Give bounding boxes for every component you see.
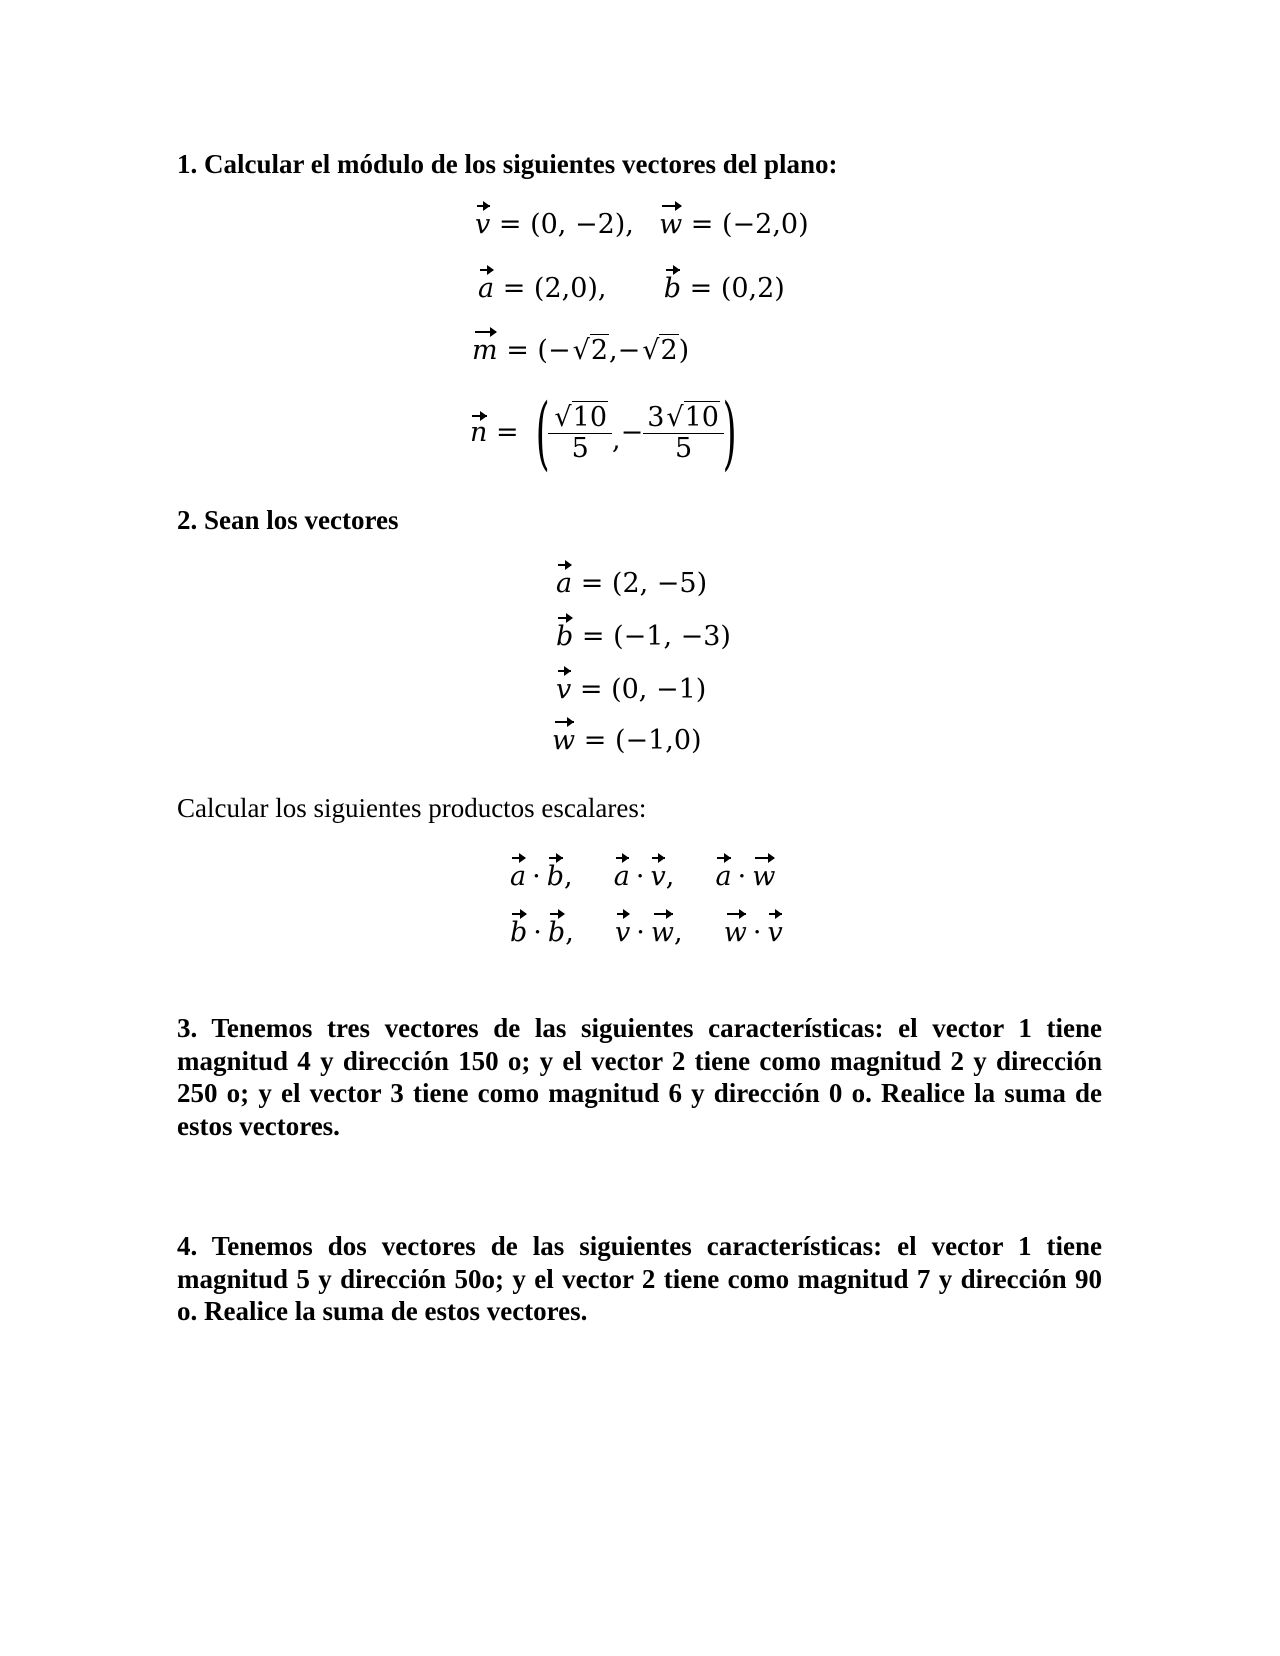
q1-line-m: m = (−√2,−√2) — [472, 335, 690, 366]
fraction-3sqrt10-over-5: $\frac{3√10}{5}$ — [643, 403, 724, 464]
q2-vector-w: w = (−1,0) — [552, 725, 702, 756]
question-1-heading: 1. Calcular el módulo de los siguientes vectores del plano: — [177, 149, 838, 179]
question-4-text: 4. Tenemos dos vectores de las siguientes características: el vector 1 tiene magnitud 5 y dirección 50o; y el vector 2 tiene como magnitud 7 y dirección 90 o. Realice la suma de estos vectores. — [177, 1231, 1102, 1326]
vector-m: m — [472, 335, 498, 366]
vector-w-value: (−2,0) — [722, 209, 809, 240]
sqrt-2-first: √2 — [572, 335, 608, 366]
vector-a: a — [478, 273, 495, 304]
q2-vector-b: b = (−1, −3) — [556, 621, 731, 652]
vector-v-value: (0, −2), — [530, 209, 634, 240]
q2-vector-v: v = (0, −1) — [556, 674, 707, 705]
fraction-sqrt10-over-5: $\frac{√10}{5}$ — [548, 403, 612, 464]
vector-a-value: (2,0), — [533, 273, 607, 304]
vector-v: v — [475, 209, 491, 240]
vector-b: b — [663, 273, 681, 304]
q2-vector-a: a = (2, −5) — [556, 568, 708, 599]
q1-line-n: n = ( $\frac{√10}{5}$ ,− $\frac{3√10}{5}$ ) — [470, 386, 737, 479]
sqrt-2-second: √2 — [642, 335, 678, 366]
vector-b-value: (0,2) — [720, 273, 785, 304]
q2-products-row-1: a · b, a · v, a · w — [510, 861, 776, 892]
q2-instruction: Calcular los siguientes productos escalares: — [177, 793, 647, 823]
q2-products-row-2: b · b, v · w, w · v — [510, 917, 783, 948]
question-3-text: 3. Tenemos tres vectores de las siguientes características: el vector 1 tiene magnitud 4 y dirección 150 o; y el vector 2 tiene como magnitud 2 y dirección 250 o; y el vector 3 tiene como magnitud 6 y dirección 0 o. Realice la suma de estos vectores. — [177, 1013, 1102, 1141]
q1-line-v-w: v = (0, −2), w = (−2,0) — [475, 209, 809, 240]
vector-n: n — [470, 417, 488, 448]
question-2-heading: 2. Sean los vectores — [177, 505, 399, 535]
q1-line-a-b: a = (2,0), b = (0,2) — [478, 273, 785, 304]
vector-w: w — [659, 209, 683, 240]
